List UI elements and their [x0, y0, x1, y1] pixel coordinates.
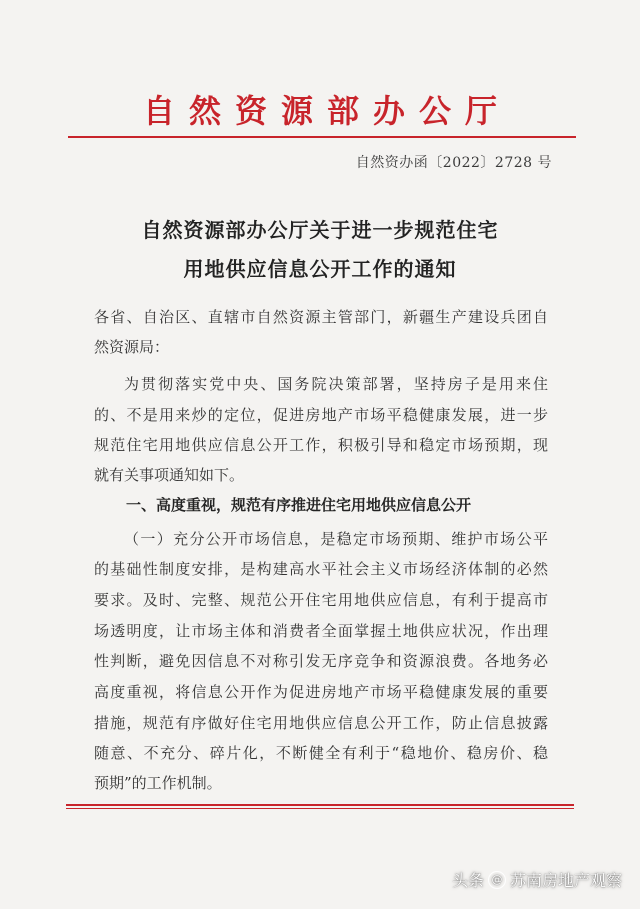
document-number: 自然资办函〔2022〕2728 号	[355, 155, 552, 171]
addressee-line-2: 然资源局：	[94, 338, 170, 356]
section-1-line-8: 随意、不充分、碎片化，不断健全有利于“稳地价、稳房价、稳	[94, 744, 548, 762]
intro-paragraph-line-3: 规范住宅用地供应信息公开工作，积极引导和稳定市场预期，现	[94, 436, 548, 454]
section-1-line-9: 预期”的工作机制。	[94, 774, 222, 792]
intro-paragraph-line-1: 为贯彻落实党中央、国务院决策部署，坚持房子是用来住	[124, 375, 548, 393]
footer-red-rule	[66, 804, 574, 806]
section-1-line-6: 高度重视，将信息公开作为促进房地产市场平稳健康发展的重要	[94, 683, 548, 701]
issuing-office-header: 自然资源部办公厅	[142, 92, 511, 130]
section-1-line-7: 措施，规范有序做好住宅用地供应信息公开工作，防止信息披露	[94, 714, 548, 732]
document-title-line-2: 用地供应信息公开工作的通知	[183, 257, 457, 281]
section-1-line-3: 要求。及时、完整、规范公开住宅用地供应信息，有利于提高市	[94, 591, 548, 609]
watermark-account: 苏南房地产观察	[509, 871, 622, 890]
document-title-line-1: 自然资源部办公厅关于进一步规范住宅	[141, 218, 499, 242]
section-1-line-1: （一）充分公开市场信息，是稳定市场预期、维护市场公平	[124, 530, 548, 548]
intro-paragraph-line-4: 就有关事项通知如下。	[94, 466, 245, 484]
intro-paragraph-line-2: 的、不是用来炒的定位，促进房地产市场平稳健康发展，进一步	[94, 406, 548, 424]
section-1-line-5: 性判断，避免因信息不对称引发无序竞争和资源浪费。各地务必	[94, 652, 548, 670]
addressee-line-1: 各省、自治区、直辖市自然资源主管部门，新疆生产建设兵团自	[94, 308, 548, 326]
header-red-rule	[68, 136, 576, 138]
section-1-line-4: 场透明度，让市场主体和消费者全面掌握土地供应状况，作出理	[94, 622, 548, 640]
source-watermark	[452, 868, 622, 891]
section-1-line-2: 的基础性制度安排，是构建高水平社会主义市场经济体制的必然	[94, 560, 548, 578]
watermark-prefix: 头条	[451, 871, 484, 890]
at-icon: @	[488, 871, 506, 889]
footer-red-rule-thin	[66, 808, 574, 809]
section-1-heading: 一、高度重视，规范有序推进住宅用地供应信息公开	[126, 496, 472, 514]
